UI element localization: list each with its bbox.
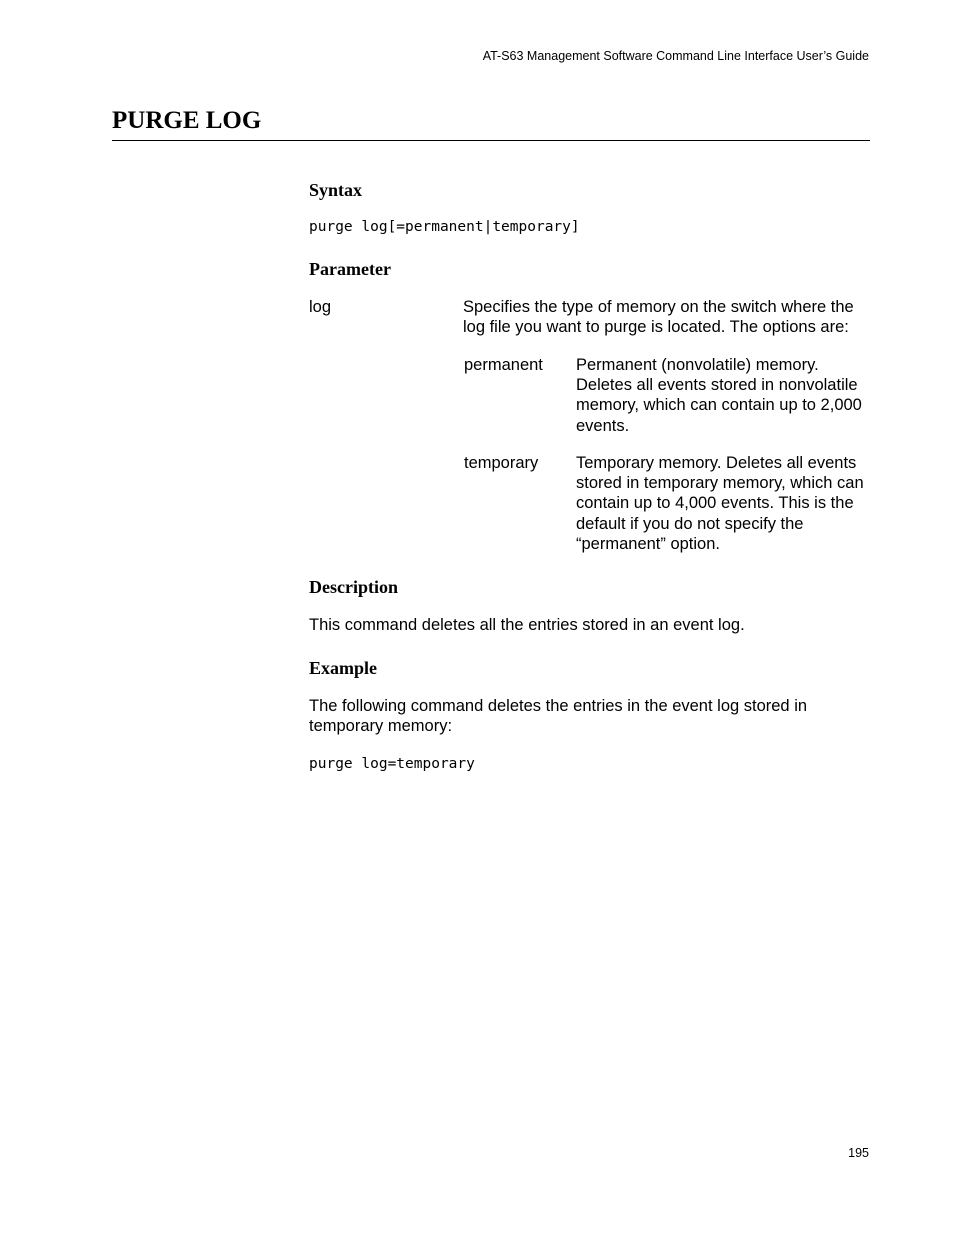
syntax-code: purge log[=permanent|temporary] (309, 219, 580, 235)
parameter-description: Specifies the type of memory on the switch where the log file you want to purge is located. The options are: (463, 298, 854, 337)
description-text: This command deletes all the entries stored in an event log. (309, 616, 745, 634)
option-name-temporary: temporary (464, 454, 539, 472)
syntax-heading: Syntax (309, 180, 363, 200)
example-code: purge log=temporary (309, 756, 475, 772)
description-heading: Description (309, 577, 398, 597)
parameter-name: log (309, 298, 332, 316)
parameter-heading: Parameter (309, 259, 391, 279)
title-divider (112, 140, 870, 141)
example-heading: Example (309, 658, 378, 678)
page-title: PURGE LOG (112, 107, 262, 134)
running-header: AT-S63 Management Software Command Line Interface User’s Guide (482, 49, 869, 63)
example-text: The following command deletes the entries in the event log stored in temporary memory: (309, 697, 808, 736)
page-number: 195 (848, 1146, 869, 1160)
option-description-temporary: Temporary memory. Deletes all events stored in temporary memory, which can contain up to 4,000 events. This is the default if you do not specify the “permanent” option. (576, 454, 864, 553)
option-name-permanent: permanent (464, 356, 543, 374)
option-description-permanent: Permanent (nonvolatile) memory. Deletes all events stored in nonvolatile memory, which can contain up to 2,000 events. (576, 356, 862, 435)
